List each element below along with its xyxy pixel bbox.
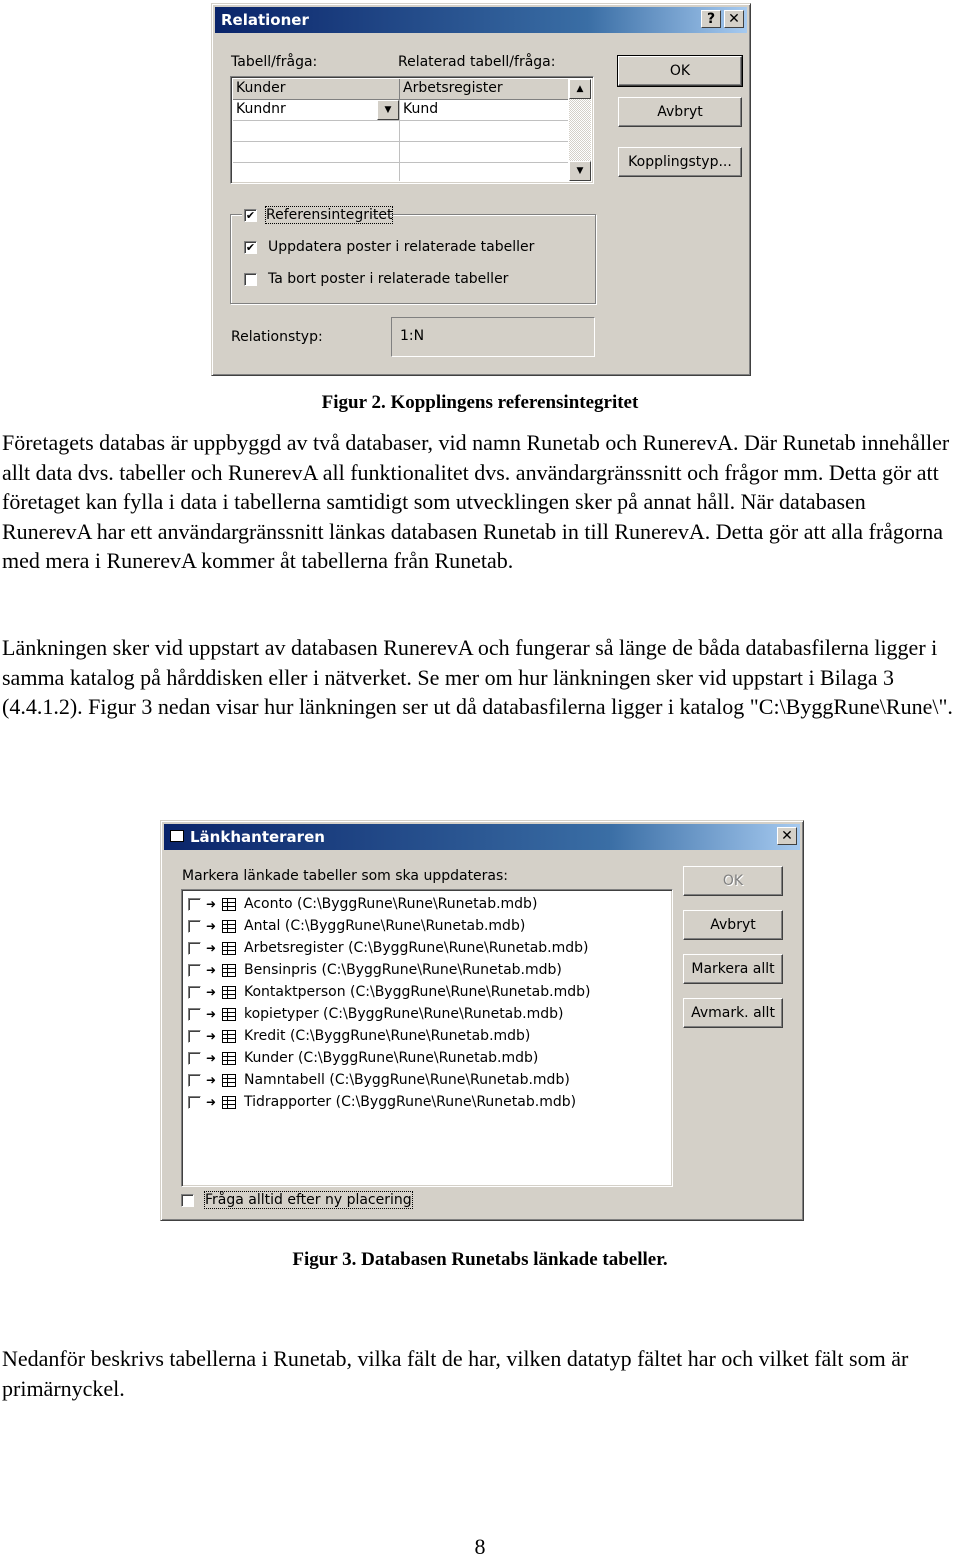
- cascade-delete-row[interactable]: [242, 270, 582, 290]
- linked-table-checkbox[interactable]: [188, 1008, 201, 1021]
- figure3-caption: Figur 3. Databasen Runetabs länkade tabeller.: [292, 1249, 668, 1270]
- table-icon: [222, 986, 236, 999]
- linked-table-path: (C:\ByggRune\Rune\Runetab.mdb): [289, 1028, 531, 1044]
- close-icon: ✕: [728, 11, 740, 27]
- close-button[interactable]: [777, 827, 797, 845]
- relation-type-box: [391, 317, 595, 357]
- cascade-update-checkbox[interactable]: [244, 241, 257, 254]
- always-prompt-checkbox[interactable]: [181, 1194, 194, 1207]
- linked-table-name: Aconto: [244, 896, 293, 912]
- linked-table-name: Tidrapporter: [244, 1094, 332, 1110]
- grid-row-4[interactable]: [233, 163, 568, 181]
- chevron-up-icon: ▲: [576, 84, 584, 94]
- linked-table-name: Kredit: [244, 1028, 286, 1044]
- link-arrow-icon: ➜: [206, 941, 217, 955]
- grid-row-1-left[interactable]: [233, 100, 400, 121]
- ok-button-label: OK: [669, 63, 691, 79]
- ok-button[interactable]: [618, 56, 742, 86]
- always-prompt-row[interactable]: [181, 1191, 481, 1211]
- scroll-up-button[interactable]: [569, 79, 591, 99]
- cascade-update-row[interactable]: [242, 238, 582, 258]
- relation-type-label: Relationstyp:: [231, 329, 323, 345]
- linked-table-name: Kontaktperson: [244, 984, 346, 1000]
- instruction-label: Markera länkade tabeller som ska uppdateras:: [182, 868, 509, 884]
- linked-table-label: [244, 1072, 570, 1088]
- table-icon: [222, 1052, 236, 1065]
- ok-button-label: OK: [722, 873, 744, 889]
- linked-table-name: Kunder: [244, 1050, 294, 1066]
- linked-table-label: [244, 1050, 538, 1066]
- linked-table-path: (C:\ByggRune\Rune\Runetab.mdb): [321, 962, 562, 978]
- linked-table-name: kopietyper: [244, 1006, 319, 1022]
- paragraph-3: Nedanför beskrivs tabellerna i Runetab, vilka fält de har, vilken datatyp fältet har och vilket fält som är primärnyckel.: [2, 1346, 909, 1401]
- page-number: 8: [474, 1534, 486, 1559]
- linked-tables-rows: [184, 892, 670, 1184]
- linked-table-checkbox[interactable]: [188, 986, 201, 999]
- linked-table-path: (C:\ByggRune\Rune\Runetab.mdb): [348, 940, 589, 956]
- link-arrow-icon: ➜: [206, 919, 217, 933]
- ok-button[interactable]: [683, 866, 783, 896]
- select-all-button-label: Markera allt: [691, 961, 775, 977]
- cascade-update-label: Uppdatera poster i relaterade tabeller: [268, 239, 535, 255]
- linked-table-checkbox[interactable]: [188, 964, 201, 977]
- cascade-delete-checkbox[interactable]: [244, 273, 257, 286]
- grid-header-table: Kunder: [236, 80, 286, 96]
- link-arrow-icon: ➜: [206, 963, 217, 977]
- linked-table-path: (C:\ByggRune\Rune\Runetab.mdb): [323, 1006, 564, 1022]
- link-manager-dialog: [160, 820, 804, 1221]
- checkmark-icon: ✔: [245, 209, 256, 222]
- link-arrow-icon: ➜: [206, 1051, 217, 1065]
- link-arrow-icon: ➜: [206, 897, 217, 911]
- grid-row-2[interactable]: [233, 121, 568, 142]
- deselect-all-button-label: Avmark. allt: [691, 1005, 775, 1021]
- cancel-button[interactable]: [683, 910, 783, 940]
- relationer-title: Relationer: [221, 11, 309, 29]
- relation-type-value: 1:N: [400, 328, 425, 344]
- table-icon: [222, 898, 236, 911]
- table-icon: [222, 1074, 236, 1087]
- referential-integrity-row[interactable]: [242, 206, 393, 226]
- close-icon: ✕: [781, 828, 793, 844]
- cancel-button-label: Avbryt: [657, 104, 703, 120]
- linked-table-path: (C:\ByggRune\Rune\Runetab.mdb): [297, 1050, 539, 1066]
- referential-integrity-checkbox[interactable]: [244, 209, 257, 222]
- integrity-groupbox: [230, 214, 596, 304]
- linked-table-path: (C:\ByggRune\Rune\Runetab.mdb): [284, 918, 526, 934]
- table-icon: [222, 942, 236, 955]
- linked-table-checkbox[interactable]: [188, 1096, 201, 1109]
- linked-table-label: [244, 984, 590, 1000]
- linked-table-name: Arbetsregister: [244, 940, 344, 956]
- linked-table-label: [244, 918, 525, 934]
- linked-table-label: [244, 896, 537, 912]
- linked-table-checkbox[interactable]: [188, 942, 201, 955]
- deselect-all-button[interactable]: [683, 998, 783, 1028]
- grid-header-related: Arbetsregister: [403, 80, 503, 96]
- linked-table-label: [244, 962, 562, 978]
- linked-table-name: Bensinpris: [244, 962, 317, 978]
- linked-table-name: Namntabell: [244, 1072, 325, 1088]
- linked-table-label: [244, 1028, 530, 1044]
- link-arrow-icon: ➜: [206, 985, 217, 999]
- link-arrow-icon: ➜: [206, 1007, 217, 1021]
- linked-table-label: [244, 940, 588, 956]
- relationer-dialog: [211, 3, 751, 376]
- referential-integrity-label: Referensintegritet: [266, 207, 393, 223]
- grid-row-3[interactable]: [233, 142, 568, 163]
- relationship-grid: [230, 76, 594, 184]
- linked-table-label: [244, 1094, 576, 1110]
- linked-table-name: Antal: [244, 918, 281, 934]
- join-type-button-label: Kopplingstyp...: [628, 154, 732, 170]
- app-icon: [170, 830, 184, 842]
- table-icon: [222, 920, 236, 933]
- select-all-button[interactable]: [683, 954, 783, 984]
- linked-table-path: (C:\ByggRune\Rune\Runetab.mdb): [350, 984, 591, 1000]
- always-prompt-label: Fråga alltid efter ny placering: [205, 1192, 412, 1208]
- table-label: Tabell/fråga:: [231, 54, 318, 70]
- linked-table-checkbox[interactable]: [188, 1052, 201, 1065]
- cancel-button[interactable]: [618, 97, 742, 127]
- help-icon: ?: [706, 11, 716, 27]
- link-arrow-icon: ➜: [206, 1073, 217, 1087]
- checkmark-icon: ✔: [245, 241, 256, 254]
- paragraph-1: Företagets databas är uppbyggd av två databaser, vid namn Runetab och RunerevA. Där Runetab innehåller allt data dvs. tabeller och RunerevA all funktionalitet dvs. användargränssnitt och frågor mm. Detta gör att företaget kan fylla i data i tabellerna samtidigt som utvecklingen sker på annat håll. När databasen RunerevA har ett användargränssnitt länkas databasen Runetab in till RunerevA. Detta gör att alla frågorna med mera i RunerevA kommer åt tabellerna från Runetab.: [2, 430, 950, 573]
- figure2-caption: Figur 2. Kopplingens referensintegritet: [321, 392, 639, 413]
- paragraph-2: Länkningen sker vid uppstart av databasen RunerevA och fungerar så länge de båda databasfilerna ligger i samma katalog på hårddisken eller i nätverket. Se mer om hur länkningen sker vid uppstart i Bilaga 3 (4.4.1.2). Figur 3 nedan visar hur länkningen ser ut då databasfilerna ligger i katalog "C:\ByggRune\Rune\".: [2, 635, 953, 719]
- grid-field-left: Kundnr: [236, 101, 286, 117]
- table-icon: [222, 1008, 236, 1021]
- related-table-label: Relaterad tabell/fråga:: [398, 54, 556, 70]
- help-button[interactable]: [701, 10, 721, 28]
- linked-tables-list[interactable]: [181, 889, 673, 1187]
- table-icon: [222, 964, 236, 977]
- grid-scrollbar[interactable]: [569, 79, 591, 181]
- linked-table-label: [244, 1006, 563, 1022]
- link-manager-titlebar: [164, 824, 800, 850]
- linked-table-checkbox[interactable]: [188, 1074, 201, 1087]
- close-button[interactable]: [724, 10, 744, 28]
- linked-table-path: (C:\ByggRune\Rune\Runetab.mdb): [335, 1094, 577, 1110]
- chevron-down-icon: ▼: [384, 105, 392, 115]
- cascade-delete-label: Ta bort poster i relaterade tabeller: [268, 271, 509, 287]
- relationer-titlebar: [215, 7, 747, 33]
- table-icon: [222, 1096, 236, 1109]
- chevron-down-icon: ▼: [576, 166, 584, 176]
- linked-table-checkbox[interactable]: [188, 920, 201, 933]
- link-manager-title: Länkhanteraren: [190, 828, 325, 846]
- combo-dropdown-button[interactable]: [377, 100, 399, 120]
- join-type-button[interactable]: [618, 147, 742, 177]
- grid-header-left: [233, 79, 400, 100]
- grid-row-1-right[interactable]: [400, 100, 568, 121]
- table-icon: [222, 1030, 236, 1043]
- scroll-down-button[interactable]: [569, 161, 591, 181]
- linked-table-path: (C:\ByggRune\Rune\Runetab.mdb): [296, 896, 538, 912]
- linked-table-path: (C:\ByggRune\Rune\Runetab.mdb): [329, 1072, 570, 1088]
- grid-header-right: [400, 79, 568, 100]
- link-arrow-icon: ➜: [206, 1095, 217, 1109]
- linked-table-checkbox[interactable]: [188, 898, 201, 911]
- grid-field-right: Kund: [403, 101, 439, 117]
- cancel-button-label: Avbryt: [710, 917, 756, 933]
- link-arrow-icon: ➜: [206, 1029, 217, 1043]
- linked-table-checkbox[interactable]: [188, 1030, 201, 1043]
